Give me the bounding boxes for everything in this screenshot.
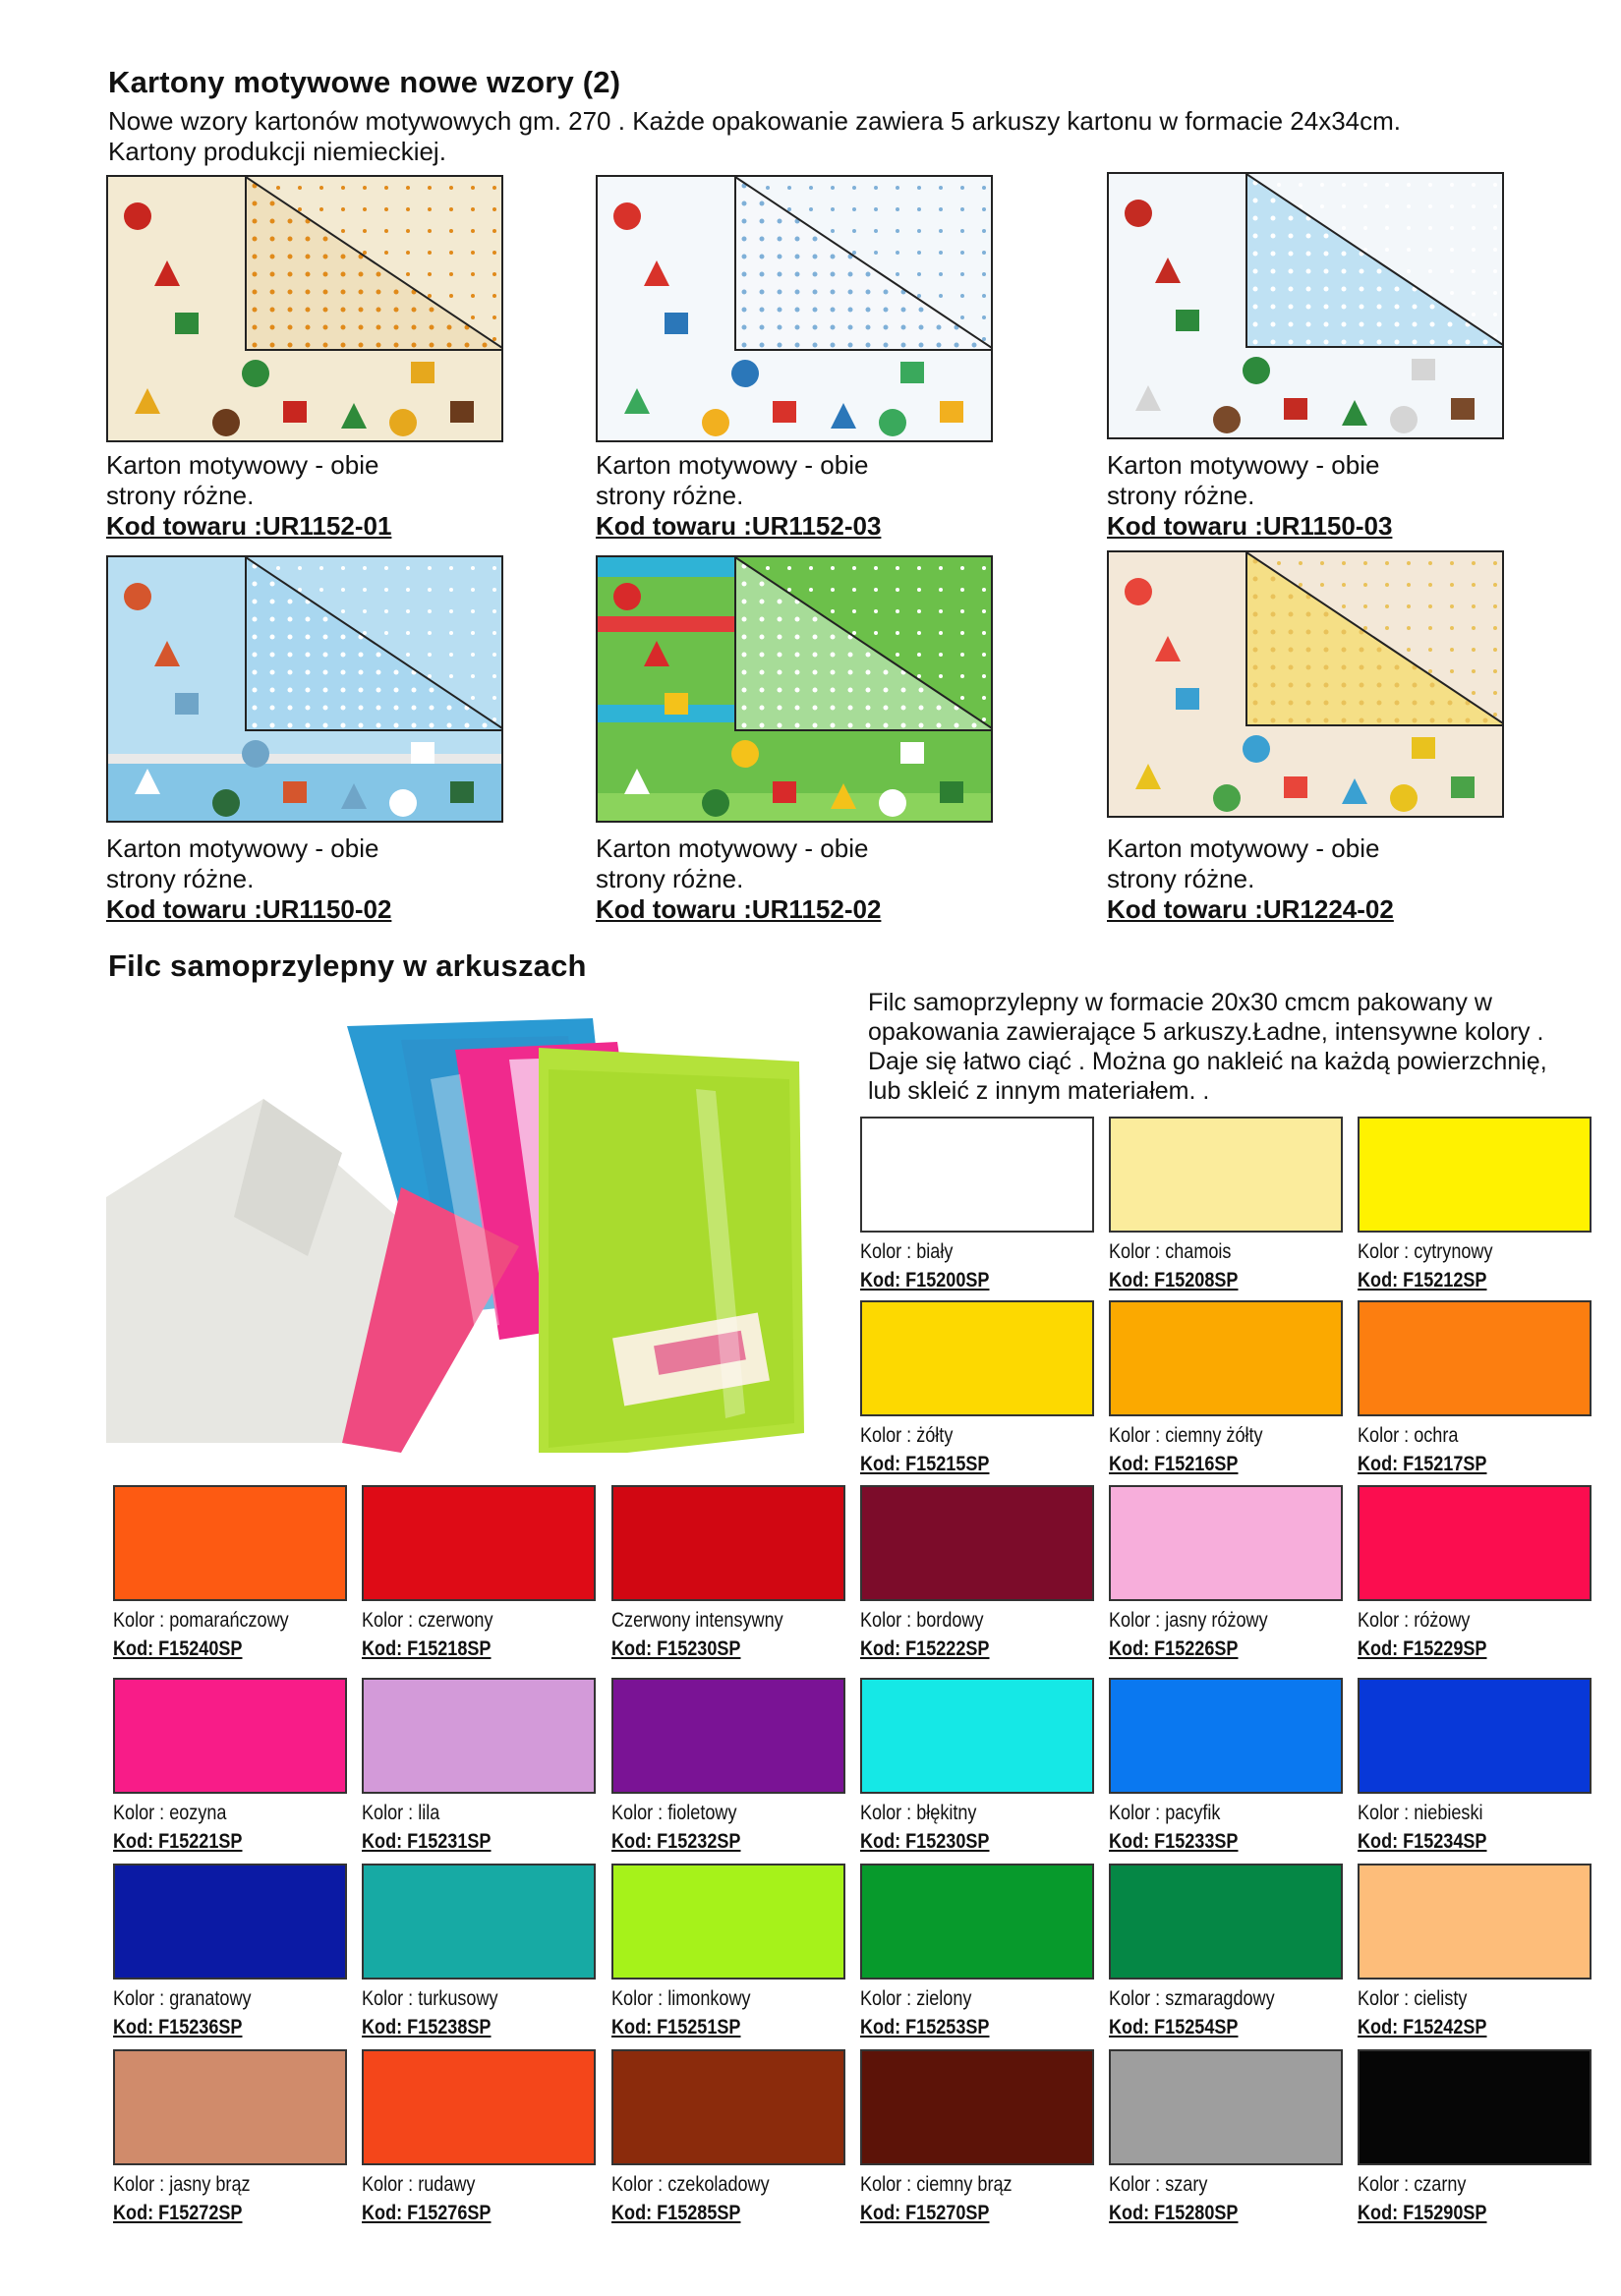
product-description-line-1: Karton motywowy - obie <box>1107 833 1380 863</box>
felt-color-code: Kod: F15218SP <box>362 1637 492 1660</box>
felt-color-name: Kolor : fioletowy <box>611 1802 737 1824</box>
product-description-line-2: strony różne. <box>596 864 744 893</box>
felt-color-label <box>860 1237 989 1294</box>
felt-color-name: Kolor : czarny <box>1358 2173 1467 2196</box>
felt-color-label <box>1109 1984 1275 2041</box>
felt-color-name: Kolor : pomarańczowy <box>113 1609 289 1632</box>
felt-color-swatch <box>1109 1864 1343 1980</box>
felt-color-swatch <box>1358 1864 1592 1980</box>
felt-color-name: Kolor : niebieski <box>1358 1802 1483 1824</box>
felt-color-code: Kod: F15236SP <box>113 2016 243 2038</box>
felt-color-label <box>860 2170 1013 2227</box>
felt-color-swatch <box>113 1678 347 1794</box>
felt-color-name: Kolor : biały <box>860 1240 954 1263</box>
winter-penguin-pattern <box>596 175 993 442</box>
product-code: Kod towaru :UR1152-03 <box>596 511 882 541</box>
christmas-gingerbread-pattern <box>106 175 503 442</box>
cardboard-product-2 <box>596 450 881 542</box>
felt-color-name: Czerwony intensywny <box>611 1609 783 1632</box>
cardboard-product-4 <box>106 833 391 925</box>
felt-color-swatch <box>860 1117 1094 1233</box>
felt-color-code: Kod: F15231SP <box>362 1830 492 1853</box>
felt-description: Filc samoprzylepny w formacie 20x30 cmcm pakowany w opakowania zawierające 5 arkuszy.Ładne, intensywne kolory . Daje się łatwo ciąć . Można go nakleić na każdą powierzchnię, lub skleić z innym materiałem. . <box>868 989 1547 1105</box>
felt-color-label <box>611 1984 751 2041</box>
felt-color-swatch <box>611 1678 845 1794</box>
felt-color-code: Kod: F15280SP <box>1109 2202 1239 2224</box>
felt-color-label <box>860 1606 989 1663</box>
felt-color-swatch <box>1109 1485 1343 1601</box>
felt-color-swatch <box>1358 1485 1592 1601</box>
felt-color-label <box>1109 1421 1263 1478</box>
felt-color-code: Kod: F15253SP <box>860 2016 990 2038</box>
product-description-line-2: strony różne. <box>106 864 255 893</box>
felt-color-code: Kod: F15221SP <box>113 1830 243 1853</box>
felt-color-swatch <box>1109 2049 1343 2165</box>
cardboard-product-1 <box>106 450 391 542</box>
cardboard-product-5 <box>596 833 881 925</box>
felt-color-swatch <box>860 1485 1094 1601</box>
felt-color-code: Kod: F15270SP <box>860 2202 990 2224</box>
felt-color-name: Kolor : limonkowy <box>611 1987 751 2010</box>
felt-color-code: Kod: F15222SP <box>860 1637 990 1660</box>
felt-color-name: Kolor : ciemny żółty <box>1109 1424 1263 1447</box>
felt-color-label <box>362 1799 491 1856</box>
felt-color-label <box>113 1984 252 2041</box>
felt-color-name: Kolor : granatowy <box>113 1987 252 2010</box>
felt-color-label <box>362 2170 491 2227</box>
felt-color-label <box>113 2170 251 2227</box>
felt-color-label <box>1358 1799 1486 1856</box>
product-description-line-2: strony różne. <box>596 481 744 510</box>
product-code: Kod towaru :UR1150-02 <box>106 894 392 924</box>
felt-color-swatch <box>362 1864 596 1980</box>
felt-color-name: Kolor : czerwony <box>362 1609 493 1632</box>
felt-color-swatch <box>1358 1678 1592 1794</box>
felt-color-label <box>1358 1421 1486 1478</box>
felt-color-code: Kod: F15208SP <box>1109 1269 1239 1292</box>
product-description-line-1: Karton motywowy - obie <box>596 450 869 480</box>
felt-color-swatch <box>1358 1300 1592 1416</box>
felt-color-label <box>1358 2170 1486 2227</box>
felt-color-swatch <box>860 1864 1094 1980</box>
flowers-pattern <box>1107 550 1504 818</box>
felt-color-swatch <box>1358 2049 1592 2165</box>
section-title-cardboard: Kartony motywowe nowe wzory (2) <box>108 65 621 99</box>
felt-color-swatch <box>1109 1117 1343 1233</box>
felt-color-name: Kolor : szmaragdowy <box>1109 1987 1275 2010</box>
felt-color-code: Kod: F15216SP <box>1109 1453 1239 1475</box>
felt-color-name: Kolor : szary <box>1109 2173 1208 2196</box>
product-description-line-2: strony różne. <box>1107 481 1255 510</box>
felt-color-label <box>1109 1237 1238 1294</box>
felt-color-label <box>611 2170 770 2227</box>
felt-color-name: Kolor : cielisty <box>1358 1987 1468 2010</box>
felt-color-name: Kolor : eozyna <box>113 1802 227 1824</box>
felt-color-name: Kolor : zielony <box>860 1987 972 2010</box>
felt-color-name: Kolor : żółty <box>860 1424 954 1447</box>
product-description-line-1: Karton motywowy - obie <box>1107 450 1380 480</box>
cardboard-product-6 <box>1107 833 1394 925</box>
felt-color-code: Kod: F15254SP <box>1109 2016 1239 2038</box>
felt-color-name: Kolor : lila <box>362 1802 440 1824</box>
felt-color-label <box>611 1799 740 1856</box>
product-description-line-2: strony różne. <box>1107 864 1255 893</box>
felt-color-name: Kolor : błękitny <box>860 1802 977 1824</box>
felt-color-name: Kolor : ochra <box>1358 1424 1459 1447</box>
felt-color-code: Kod: F15230SP <box>860 1830 990 1853</box>
felt-color-code: Kod: F15240SP <box>113 1637 243 1660</box>
felt-color-code: Kod: F15215SP <box>860 1453 990 1475</box>
felt-color-code: Kod: F15272SP <box>113 2202 243 2224</box>
felt-color-code: Kod: F15229SP <box>1358 1637 1487 1660</box>
felt-color-code: Kod: F15200SP <box>860 1269 990 1292</box>
felt-color-swatch <box>113 1485 347 1601</box>
felt-color-swatch <box>611 2049 845 2165</box>
felt-color-swatch <box>611 1864 845 1980</box>
felt-color-code: Kod: F15212SP <box>1358 1269 1487 1292</box>
intro-text <box>108 106 1401 167</box>
felt-color-swatch <box>860 2049 1094 2165</box>
felt-color-name: Kolor : turkusowy <box>362 1987 498 2010</box>
felt-color-name: Kolor : ciemny brąz <box>860 2173 1013 2196</box>
felt-color-label <box>1358 1984 1486 2041</box>
felt-color-label <box>611 1606 783 1663</box>
felt-color-name: Kolor : cytrynowy <box>1358 1240 1493 1263</box>
felt-color-swatch <box>1109 1300 1343 1416</box>
felt-color-code: Kod: F15251SP <box>611 2016 741 2038</box>
felt-color-label <box>860 1984 989 2041</box>
product-code: Kod towaru :UR1150-03 <box>1107 511 1393 541</box>
felt-color-label <box>362 1606 493 1663</box>
felt-sheets-package-photo <box>106 1001 832 1453</box>
felt-color-name: Kolor : chamois <box>1109 1240 1232 1263</box>
felt-color-code: Kod: F15276SP <box>362 2202 492 2224</box>
felt-color-swatch <box>1109 1678 1343 1794</box>
product-code: Kod towaru :UR1152-01 <box>106 511 392 541</box>
felt-color-code: Kod: F15233SP <box>1109 1830 1239 1853</box>
product-description-line-2: strony różne. <box>106 481 255 510</box>
product-description-line-1: Karton motywowy - obie <box>106 833 379 863</box>
felt-color-code: Kod: F15217SP <box>1358 1453 1487 1475</box>
felt-color-code: Kod: F15234SP <box>1358 1830 1487 1853</box>
felt-color-name: Kolor : pacyfik <box>1109 1802 1221 1824</box>
felt-color-label <box>860 1799 989 1856</box>
elves-reindeer-pattern <box>596 555 993 823</box>
felt-color-code: Kod: F15290SP <box>1358 2202 1487 2224</box>
felt-color-label <box>1109 1606 1268 1663</box>
felt-color-code: Kod: F15242SP <box>1358 2016 1487 2038</box>
felt-color-label <box>113 1799 242 1856</box>
felt-color-swatch <box>1358 1117 1592 1233</box>
felt-color-code: Kod: F15232SP <box>611 1830 741 1853</box>
felt-color-name: Kolor : jasny brąz <box>113 2173 251 2196</box>
felt-color-name: Kolor : rudawy <box>362 2173 476 2196</box>
felt-color-label <box>1358 1237 1493 1294</box>
felt-color-label <box>860 1421 989 1478</box>
product-description-line-1: Karton motywowy - obie <box>596 833 869 863</box>
felt-color-name: Kolor : bordowy <box>860 1609 984 1632</box>
felt-color-swatch <box>113 1864 347 1980</box>
felt-color-code: Kod: F15226SP <box>1109 1637 1239 1660</box>
section-title-felt: Filc samoprzylepny w arkuszach <box>108 948 587 983</box>
felt-color-swatch <box>860 1300 1094 1416</box>
product-description-line-1: Karton motywowy - obie <box>106 450 379 480</box>
felt-color-label <box>1109 2170 1238 2227</box>
felt-color-name: Kolor : różowy <box>1358 1609 1471 1632</box>
felt-color-swatch <box>362 2049 596 2165</box>
product-code: Kod towaru :UR1224-02 <box>1107 894 1394 924</box>
felt-color-code: Kod: F15238SP <box>362 2016 492 2038</box>
felt-color-label <box>1358 1606 1486 1663</box>
felt-color-swatch <box>362 1485 596 1601</box>
product-code: Kod towaru :UR1152-02 <box>596 894 882 924</box>
felt-color-swatch <box>362 1678 596 1794</box>
felt-color-swatch <box>860 1678 1094 1794</box>
felt-color-label <box>1109 1799 1238 1856</box>
holly-snowglobe-pattern <box>1107 172 1504 439</box>
felt-color-name: Kolor : czekoladowy <box>611 2173 770 2196</box>
felt-color-label <box>362 1984 498 2041</box>
felt-color-name: Kolor : jasny różowy <box>1109 1609 1268 1632</box>
winter-house-pattern <box>106 555 503 823</box>
felt-color-code: Kod: F15230SP <box>611 1637 741 1660</box>
felt-color-swatch <box>611 1485 845 1601</box>
felt-color-swatch <box>113 2049 347 2165</box>
intro-line-1: Nowe wzory kartonów motywowych gm. 270 . Każde opakowanie zawiera 5 arkuszy kartonu w formacie 24x34cm. <box>108 106 1402 136</box>
felt-color-label <box>113 1606 289 1663</box>
felt-color-code: Kod: F15285SP <box>611 2202 741 2224</box>
intro-line-2: Kartony produkcji niemieckiej. <box>108 137 446 166</box>
cardboard-product-3 <box>1107 450 1392 542</box>
